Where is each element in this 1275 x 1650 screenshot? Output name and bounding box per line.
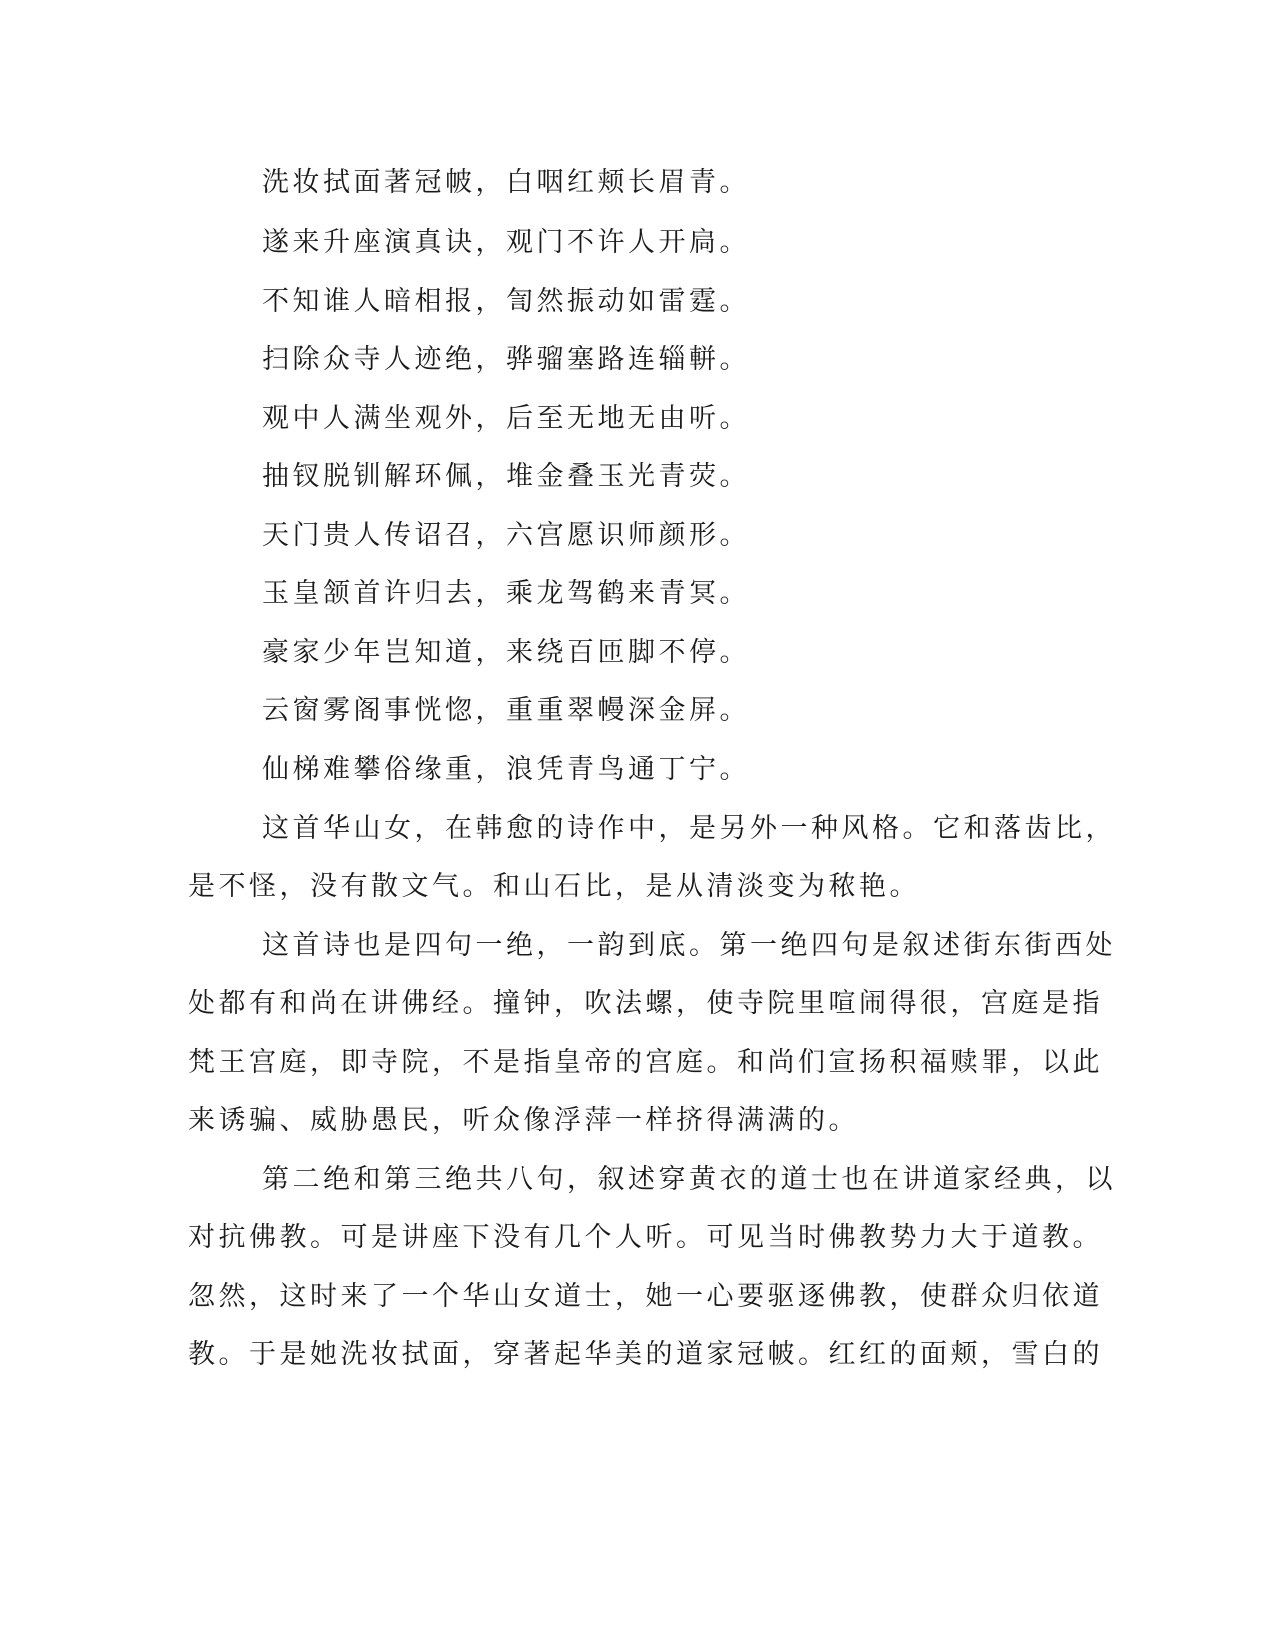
- paragraph-3-line-2: 对抗佛教。可是讲座下没有几个人听。可见当时佛教势力大于道教。: [188, 1222, 1103, 1253]
- poem-line-2: 遂来升座演真诀，观门不许人开扃。: [262, 227, 750, 258]
- paragraph-2-line-2: 处都有和尚在讲佛经。撞钟，吹法螺，使寺院里喧闹得很，宫庭是指: [188, 988, 1103, 1019]
- poem-line-9: 豪家少年岂知道，来绕百匝脚不停。: [262, 637, 750, 668]
- paragraph-2-line-1: 这首诗也是四句一绝，一韵到底。第一绝四句是叙述街东街西处: [262, 930, 1116, 961]
- paragraph-1-line-2: 是不怪，没有散文气。和山石比，是从清淡变为秾艳。: [188, 871, 920, 902]
- paragraph-2-line-4: 来诱骗、威胁愚民，听众像浮萍一样挤得满满的。: [188, 1105, 859, 1136]
- paragraph-2-line-3: 梵王宫庭，即寺院，不是指皇帝的宫庭。和尚们宣扬积福赎罪，以此: [188, 1047, 1103, 1078]
- poem-line-1: 洗妆拭面著冠帔，白咽红颊长眉青。: [262, 167, 750, 198]
- poem-line-7: 天门贵人传诏召，六宫愿识师颜形。: [262, 520, 750, 551]
- poem-line-8: 玉皇颔首许归去，乘龙驾鹤来青冥。: [262, 578, 750, 609]
- poem-line-6: 抽钗脱钏解环佩，堆金叠玉光青荧。: [262, 461, 750, 492]
- paragraph-1-line-1: 这首华山女，在韩愈的诗作中，是另外一种风格。它和落齿比，: [262, 813, 1116, 844]
- poem-line-4: 扫除众寺人迹绝，骅骝塞路连辎軿。: [262, 344, 750, 375]
- poem-line-3: 不知谁人暗相报，訇然振动如雷霆。: [262, 286, 750, 317]
- paragraph-3-line-4: 教。于是她洗妆拭面，穿著起华美的道家冠帔。红红的面颊，雪白的: [188, 1339, 1103, 1370]
- paragraph-3-line-1: 第二绝和第三绝共八句，叙述穿黄衣的道士也在讲道家经典，以: [262, 1164, 1116, 1195]
- poem-line-11: 仙梯难攀俗缘重，浪凭青鸟通丁宁。: [262, 754, 750, 785]
- poem-line-10: 云窗雾阁事恍惚，重重翠幔深金屏。: [262, 695, 750, 726]
- poem-line-5: 观中人满坐观外，后至无地无由听。: [262, 403, 750, 434]
- paragraph-3-line-3: 忽然，这时来了一个华山女道士，她一心要驱逐佛教，使群众归依道: [188, 1281, 1103, 1312]
